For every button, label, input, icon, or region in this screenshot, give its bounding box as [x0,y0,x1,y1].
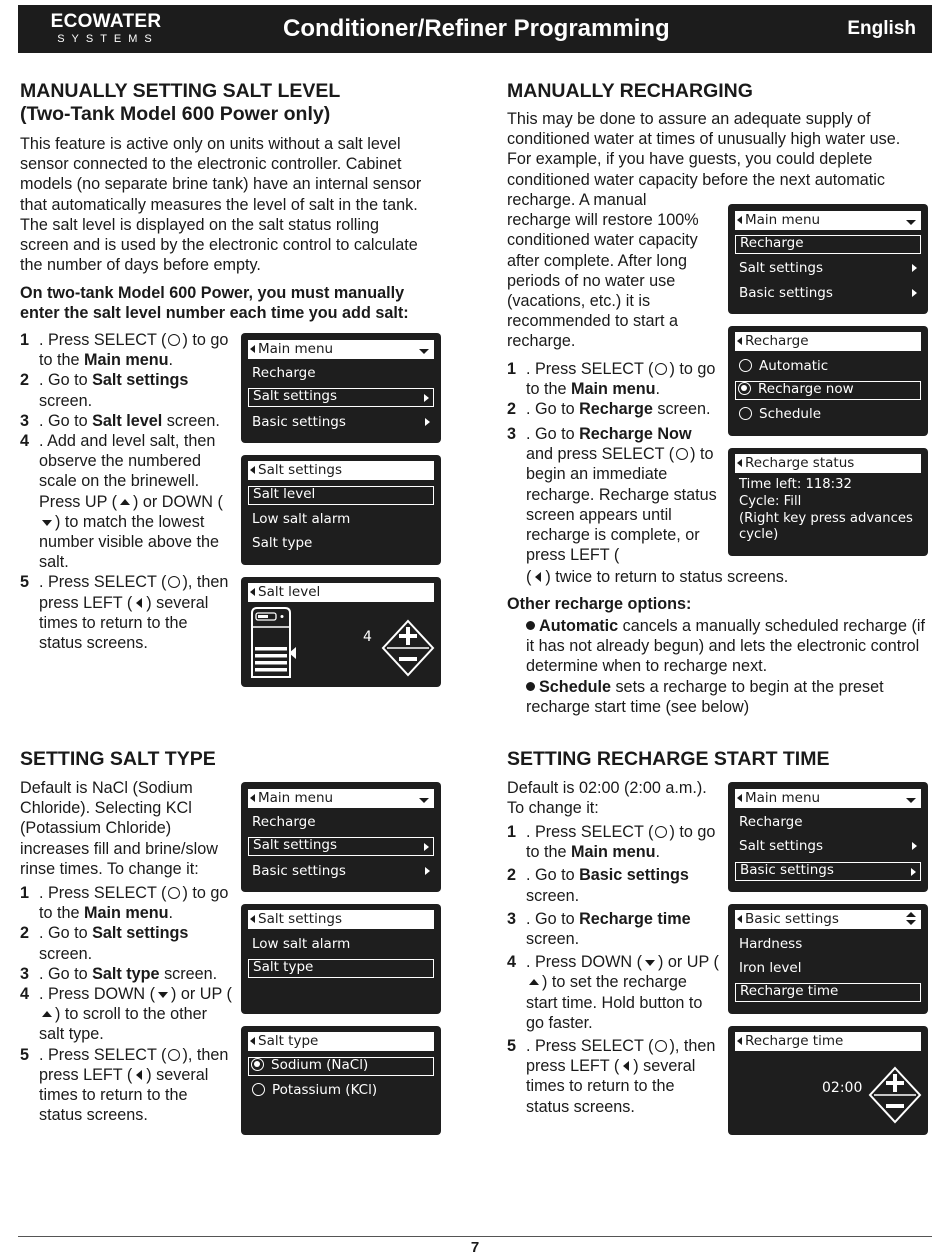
select-button-icon [655,363,667,375]
radio-sodium [248,1057,434,1076]
screen-title: Main menu [735,211,921,230]
step-number: 2 [20,924,30,943]
step-number: 2 [507,400,517,419]
step-number: 3 [507,425,517,443]
menu-item-salt-type: Salt type [248,959,434,978]
option-text: cancels a manually scheduled recharge (if it has not already begun) and lets the electronic control determine when to recharge next. [526,617,925,676]
step-text: . Go to [39,964,93,983]
step-number: 1 [507,823,517,841]
list-item [507,865,719,905]
screen-recharge-status [728,448,928,556]
step-bold: Main menu [84,351,169,370]
list-item [507,952,719,1033]
screen-title: Recharge [735,332,921,351]
other-options-heading: Other recharge options: [507,595,692,613]
list-item [20,411,232,431]
up-arrow-icon [42,1011,52,1017]
salt-level-note: On two-tank Model 600 Power, you must manually enter the salt level number each time you add salt: [20,284,409,323]
step-text: . Go to [39,371,93,390]
screen-title-text: Basic settings [745,911,839,927]
radio-label: Automatic [759,358,829,374]
down-arrow-icon [158,992,168,998]
step-text: . Press DOWN ( [39,985,156,1004]
step-number: 3 [20,964,30,983]
step-text: screen. [39,391,93,410]
step-bold: Salt settings [92,924,189,943]
step-text: ), then press LEFT ( [39,573,229,612]
salt-level-heading-line1: MANUALLY SETTING SALT LEVEL [20,80,341,102]
salt-type-steps [20,883,232,1125]
step-text: . Press SELECT ( [526,1037,654,1056]
page-title: Conditioner/Refiner Programming [283,15,670,42]
status-hint: (Right key press advances [739,510,913,526]
option-automatic [526,616,931,677]
step-number: 1 [20,884,30,902]
step-text: . Go to [39,924,93,943]
screen-main-menu [241,782,441,892]
radio-selected-icon [738,382,751,395]
salt-level-value: 4 [363,629,372,645]
screen-salt-settings [241,455,441,565]
page-header [18,5,932,53]
screen-salt-level [241,577,441,687]
step-number: 1 [507,360,517,378]
step-number: 3 [507,909,517,928]
list-item [20,431,232,572]
list-item [20,964,232,984]
list-item [507,359,719,399]
left-arrow-icon [535,572,541,582]
option-bold: Schedule [539,678,611,696]
screen-title: Main menu [248,340,434,359]
salt-level-heading-line2: (Two-Tank Model 600 Power only) [20,103,331,125]
radio-recharge-now [735,381,921,400]
step-number: 2 [20,371,30,390]
step-number: 4 [20,985,30,1004]
step-text: . Add and level salt, then observe the numbered scale on the brinewell. Press UP ( [39,432,216,511]
step-bold: Main menu [571,380,656,399]
select-button-icon [168,576,180,588]
start-time-intro: Default is 02:00 (2:00 a.m.). To change it: [507,779,707,818]
select-button-icon [655,826,667,838]
menu-item-basic-settings: Basic settings [735,862,921,881]
step-text: . Go to [526,400,580,419]
step-text: . [655,380,661,399]
radio-selected-icon [251,1058,264,1071]
radio-label: Recharge now [758,381,854,397]
start-time-heading: SETTING RECHARGE START TIME [507,748,830,770]
step-text: . Press SELECT ( [39,331,167,349]
menu-item-basic-settings: Basic settings [248,413,434,432]
up-arrow-icon [120,499,130,505]
status-cycle: Cycle: Fill [739,493,802,509]
step-text: ) to go to the [526,360,716,399]
list-item [20,330,232,370]
brand-logo [46,12,166,46]
step-text: and press SELECT ( [526,445,675,464]
option-bold: Automatic [539,617,619,635]
list-item [507,822,719,862]
menu-item-recharge: Recharge [739,814,803,830]
brand-name: ECOWATER [50,11,162,32]
screen-main-menu [241,333,441,443]
step-text: ) to scroll to the other salt type. [39,1005,208,1044]
screen-basic-settings [728,904,928,1014]
intro-line: recommended to start a [507,312,678,331]
step-text: screen. [159,964,218,983]
intro-line: recharge. A manual [507,191,647,209]
step-text: ) twice to return to status screens. [545,568,789,586]
screen-title: Main menu [248,789,434,808]
step-text: . Press SELECT ( [39,573,167,592]
salt-type-heading: SETTING SALT TYPE [20,748,216,770]
screen-title: Salt type [248,1032,434,1051]
menu-item-basic-settings: Basic settings [735,284,921,303]
scroll-down-icon [906,920,916,925]
menu-item-hardness: Hardness [739,936,803,952]
screen-recharge [728,326,928,436]
step-text: screen. [162,411,220,430]
step-text: ) to begin an immediate recharge. Recharge status screen appears until recharge is complete, or press LEFT ( [526,445,717,565]
step-bold: Basic settings [579,866,689,885]
select-button-icon [168,1049,180,1061]
step-number: 4 [20,432,30,451]
list-item [20,923,232,963]
radio-potassium [248,1081,434,1100]
radio-icon [739,407,752,420]
option-text: sets a recharge to begin at the preset recharge start time (see below) [526,678,884,717]
step-text: . Press DOWN ( [526,953,643,972]
screen-title [735,910,921,929]
intro-line: after complete. After long [507,251,687,270]
list-item [20,984,232,1045]
screen-salt-type [241,1026,441,1135]
step-bold: Recharge [579,400,653,419]
radio-label: Sodium (NaCl) [271,1057,369,1073]
step-text: . Go to [526,866,580,885]
brand-subname: SYSTEMS [57,33,159,45]
step-text: screen. [526,886,580,905]
step-text: ) several times to return to the status screens. [39,593,209,653]
recharge-steps [507,359,719,420]
radio-schedule [735,405,921,424]
page-number: 7 [470,1239,480,1256]
step-text: ) to match the lowest number visible above the salt. [39,512,219,572]
status-hint: cycle) [739,527,779,543]
radio-label: Potassium (KCl) [272,1082,378,1098]
step-text: ) to go to the [39,331,229,370]
radio-label: Schedule [759,406,822,422]
salt-tank-icon [248,607,294,679]
step-text: . [168,351,174,370]
screen-title: Recharge time [735,1032,921,1051]
select-button-icon [676,448,688,460]
screen-title: Recharge status [735,454,921,473]
step-text: ) or UP ( [171,985,232,1004]
list-item [507,399,719,419]
step-bold: Salt type [92,964,160,983]
step-text: ) or UP ( [658,953,719,972]
menu-item-low-salt-alarm: Low salt alarm [252,936,351,952]
step-number: 4 [507,953,517,972]
left-arrow-icon [623,1061,629,1071]
screen-title: Salt settings [248,461,434,480]
select-button-icon [168,887,180,899]
step-number: 1 [20,331,30,349]
up-arrow-icon [529,979,539,985]
step-number: 3 [20,411,30,430]
screen-title: Salt level [248,583,434,602]
step-number: 2 [507,866,517,885]
screen-title: Salt settings [248,910,434,929]
step-bold: Salt level [92,411,163,430]
menu-item-basic-settings: Basic settings [248,862,434,881]
step-text: . [168,904,174,923]
list-item [507,1036,719,1117]
radio-icon [739,359,752,372]
intro-line: conditioned water capacity [507,231,698,250]
screen-recharge-time [728,1026,928,1135]
start-time-steps [507,822,719,1117]
plus-minus-icon [868,1066,922,1124]
step-text: ) to go to the [39,884,229,923]
salt-level-heading [20,80,340,126]
option-schedule [526,677,931,717]
step-text: screen. [39,944,93,963]
step-text: screen. [526,930,580,949]
bullet-icon [526,621,535,630]
menu-item-recharge-time: Recharge time [735,983,921,1002]
list-item [507,909,719,949]
menu-item-salt-settings: Salt settings [248,388,434,407]
language-label: English [847,18,916,39]
step-text: ), then press LEFT ( [39,1045,229,1084]
menu-item-recharge: Recharge [252,814,316,830]
status-lines [739,477,920,544]
step-text: ) to set the recharge start time. Hold button to go faster. [526,973,703,1032]
list-item [20,370,232,410]
menu-item-recharge: Recharge [735,235,921,254]
screen-salt-settings [241,904,441,1014]
bullet-icon [526,682,535,691]
recharge-step-3-end: ( ) twice to return to status screens. [526,568,789,586]
select-button-icon [168,334,180,346]
list-item [20,1045,232,1126]
step-number: 5 [20,1045,30,1064]
salt-level-intro: This feature is active only on units without a salt level sensor connected to the electronic controller. Cabinet models (no separate brine tank) have an internal sensor that automatically measures the level of salt in the tank. The salt level is displayed on the salt status rolling screen and is used by the electronic control to calculate the number of days before empty. [20,135,422,275]
step-text: . Go to [526,909,580,928]
salt-type-intro: Default is NaCl (Sodium Chloride). Selecting KCl (Potassium Chloride) increases fill and brine/slow rinse times. To change it: [20,779,218,878]
footer-divider [18,1236,932,1237]
list-item [20,572,232,653]
menu-item-salt-type: Salt type [252,535,313,551]
intro-line: recharge. [507,332,576,351]
intro-line: recharge will restore 100% [507,211,699,230]
step-bold: Recharge Now [579,425,692,443]
step-text: . Go to [39,411,93,430]
step-bold: Salt settings [92,371,189,390]
intro-line: periods of no water use [507,271,676,290]
step-text: . Go to [526,425,580,443]
down-arrow-icon [645,960,655,966]
step-bold: Main menu [571,843,656,862]
recharge-heading: MANUALLY RECHARGING [507,80,753,102]
step-text: . Press SELECT ( [526,823,654,841]
step-3-narrow [507,444,719,565]
step-number: 5 [507,1037,517,1056]
plus-minus-icon [381,619,435,677]
menu-item-recharge: Recharge [252,365,316,381]
radio-automatic [735,357,921,376]
step-text: ) or DOWN ( [132,492,223,511]
step-text: . Press SELECT ( [526,360,654,378]
step-bold: Recharge time [579,909,691,928]
screen-main-menu [728,204,928,314]
status-time-left: Time left: 118:32 [739,477,852,492]
left-arrow-icon [136,1070,142,1080]
menu-item-salt-settings: Salt settings [735,259,921,278]
step-text: ) several times to return to the status screens. [39,1065,209,1125]
pointer-left-icon [289,647,297,659]
list-item [20,883,232,923]
menu-item-low-salt-alarm: Low salt alarm [252,511,351,527]
step-text: . Press SELECT ( [39,884,167,902]
radio-icon [252,1083,265,1096]
step-text: ) several times to return to the status screens. [526,1057,696,1116]
salt-level-steps [20,330,232,653]
recharge-time-value: 02:00 [822,1080,863,1096]
step-bold: Main menu [84,904,169,923]
screen-title: Main menu [735,789,921,808]
screen-main-menu [728,782,928,892]
recharge-intro-narrow [507,190,722,352]
select-button-icon [655,1040,667,1052]
step-text: . [655,843,661,862]
left-arrow-icon [136,598,142,608]
step-text: ) to go to the [526,823,716,862]
step-text: . Press SELECT ( [39,1045,167,1064]
step-number: 5 [20,573,30,592]
menu-item-salt-settings: Salt settings [735,837,921,856]
recharge-intro: This may be done to assure an adequate supply of conditioned water at times of unusually high water use. For example, if you have guests, you could deplete conditioned water capacity before the next automatic [507,110,901,189]
down-arrow-icon [42,520,52,526]
step-text: screen. [652,400,711,419]
step-text: ), then press LEFT ( [526,1037,716,1076]
menu-item-iron-level: Iron level [739,960,802,976]
menu-item-salt-settings: Salt settings [248,837,434,856]
intro-line: (vacations, etc.) it is [507,292,651,311]
menu-item-salt-level: Salt level [248,486,434,505]
